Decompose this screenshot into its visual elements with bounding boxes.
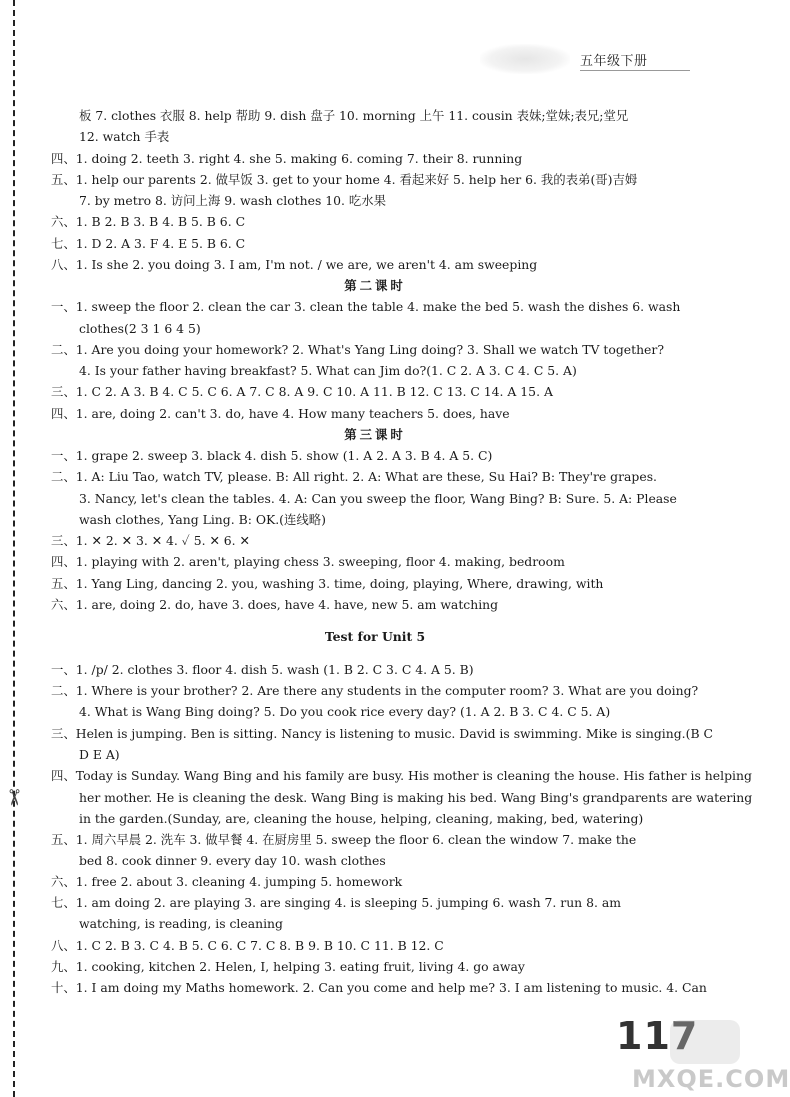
answer-line: 五、1. Yang Ling, dancing 2. you, washing 3. time, doing, playing, Where, drawing, with (51, 576, 604, 591)
answer-line: 三、Helen is jumping. Ben is sitting. Nancy is listening to music. David is swimming. Mike is singing.(B C (51, 726, 713, 741)
answer-line: Test for Unit 5 (324, 629, 426, 644)
answer-line: watching, is reading, is cleaning (79, 916, 283, 931)
answer-line: 第三课时 (344, 427, 406, 442)
watermark-logo (670, 1020, 740, 1064)
answer-line: 四、1. playing with 2. aren't, playing chess 3. sweeping, floor 4. making, bedroom (51, 554, 565, 569)
answer-line: 八、1. C 2. B 3. C 4. B 5. C 6. C 7. C 8. B 9. B 10. C 11. B 12. C (51, 938, 444, 953)
answer-line: clothes(2 3 1 6 4 5) (79, 321, 201, 336)
answer-line: 十、1. I am doing my Maths homework. 2. Can you come and help me? 3. I am listening to music. 4. Can (51, 980, 707, 995)
watermark-text: MXQE.COM (632, 1065, 790, 1093)
answer-line: 七、1. D 2. A 3. F 4. E 5. B 6. C (51, 236, 246, 251)
answer-line: 12. watch 手表 (79, 129, 170, 144)
answer-line: 四、1. doing 2. teeth 3. right 4. she 5. making 6. coming 7. their 8. running (51, 151, 523, 166)
answer-line: 二、1. Where is your brother? 2. Are there any students in the computer room? 3. What are you doing? (51, 683, 699, 698)
answer-line: 三、1. C 2. A 3. B 4. C 5. C 6. A 7. C 8. A 9. C 10. A 11. B 12. C 13. C 14. A 15. A (51, 384, 553, 399)
answer-line: 五、1. help our parents 2. 做早饭 3. get to your home 4. 看起来好 5. help her 6. 我的表弟(哥)吉姆 (51, 172, 638, 187)
answer-line: 四、1. are, doing 2. can't 3. do, have 4. How many teachers 5. does, have (51, 406, 510, 421)
answer-line: 4. Is your father having breakfast? 5. What can Jim do?(1. C 2. A 3. C 4. C 5. A) (79, 363, 577, 378)
scissors-icon: ✂ (0, 788, 26, 807)
answer-line: 八、1. Is she 2. you doing 3. I am, I'm not. / we are, we aren't 4. am sweeping (51, 257, 538, 272)
answer-line: D E A) (79, 747, 120, 762)
page-header-title: 五年级下册 (580, 54, 648, 69)
page-number: 117 (616, 1014, 699, 1058)
answer-line: 二、1. Are you doing your homework? 2. What's Yang Ling doing? 3. Shall we watch TV together? (51, 342, 664, 357)
answer-line: 第二课时 (344, 278, 406, 293)
answer-line: 7. by metro 8. 访问上海 9. wash clothes 10. 吃水果 (79, 193, 387, 208)
answer-line: 五、1. 周六早晨 2. 洗车 3. 做早餐 4. 在厨房里 5. sweep the floor 6. clean the window 7. make the (51, 832, 637, 847)
answer-line: bed 8. cook dinner 9. every day 10. wash clothes (79, 853, 386, 868)
answer-line: her mother. He is cleaning the desk. Wang Bing is making his bed. Wang Bing's grandparents are watering (79, 790, 753, 805)
answer-line: 六、1. are, doing 2. do, have 3. does, have 4. have, new 5. am watching (51, 597, 499, 612)
answer-line: 一、1. grape 2. sweep 3. black 4. dish 5. show (1. A 2. A 3. B 4. A 5. C) (51, 448, 493, 463)
answer-line: 七、1. am doing 2. are playing 3. are singing 4. is sleeping 5. jumping 6. wash 7. run 8. am (51, 895, 621, 910)
answer-line: 六、1. free 2. about 3. cleaning 4. jumping 5. homework (51, 874, 403, 889)
answer-line: 六、1. B 2. B 3. B 4. B 5. B 6. C (51, 214, 246, 229)
answer-line: 三、1. ✕ 2. ✕ 3. ✕ 4. ✓ 5. ✕ 6. ✕ (51, 533, 250, 548)
answer-line: wash clothes, Yang Ling. B: OK.(连线略) (79, 512, 327, 527)
answer-line: 3. Nancy, let's clean the tables. 4. A: Can you sweep the floor, Wang Bing? B: Sure. 5. A: Please (79, 491, 677, 506)
answer-line: 一、1. /p/ 2. clothes 3. floor 4. dish 5. wash (1. B 2. C 3. C 4. A 5. B) (51, 662, 474, 677)
answer-line: in the garden.(Sunday, are, cleaning the house, helping, cleaning, making, bed, watering) (79, 811, 644, 826)
answer-line: 4. What is Wang Bing doing? 5. Do you cook rice every day? (1. A 2. B 3. C 4. C 5. A) (79, 704, 611, 719)
answer-line: 二、1. A: Liu Tao, watch TV, please. B: All right. 2. A: What are these, Su Hai? B: They're grapes. (51, 469, 657, 484)
answer-line: 四、Today is Sunday. Wang Bing and his family are busy. His mother is cleaning the house. His father is helping (51, 768, 752, 783)
answer-line: 一、1. sweep the floor 2. clean the car 3. clean the table 4. make the bed 5. wash the dishes 6. wash (51, 299, 681, 314)
answer-line: 板 7. clothes 衣服 8. help 帮助 9. dish 盘子 10. morning 上午 11. cousin 表妹;堂妹;表兄;堂兄 (79, 108, 629, 123)
answer-line: 九、1. cooking, kitchen 2. Helen, I, helping 3. eating fruit, living 4. go away (51, 959, 525, 974)
